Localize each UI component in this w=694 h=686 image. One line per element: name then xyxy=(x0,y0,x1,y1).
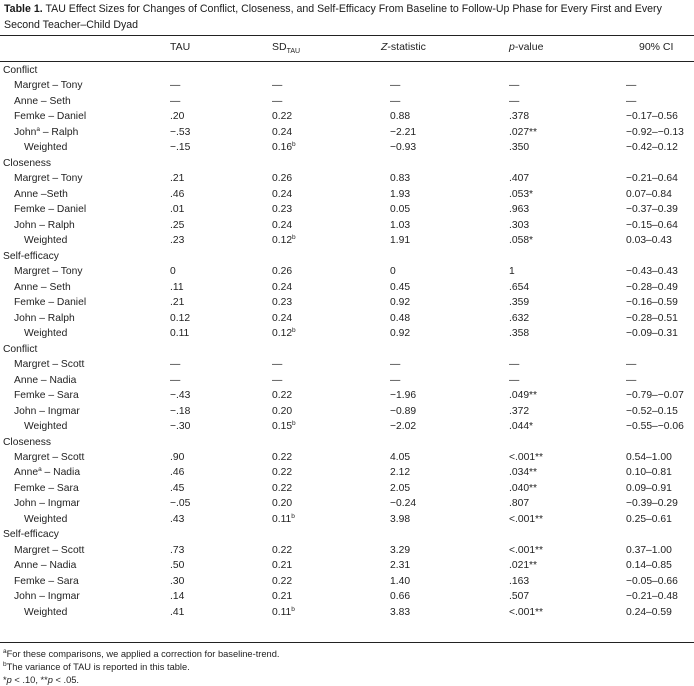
cell-ci: 0.07–0.84 xyxy=(626,188,672,200)
table-row xyxy=(0,419,694,434)
cell-z: 3.98 xyxy=(390,513,411,525)
cell-z: 0.66 xyxy=(390,591,411,603)
dyad-label: Margret – Tony xyxy=(14,80,83,92)
cell-p: .963 xyxy=(509,204,530,216)
cell-ci: −0.39–0.29 xyxy=(626,498,678,510)
cell-z: — xyxy=(390,359,401,371)
cell-ci: 0.03–0.43 xyxy=(626,235,672,247)
table-row xyxy=(0,109,694,124)
dyad-label: Anne –Seth xyxy=(14,188,68,200)
cell-tau: −.18 xyxy=(170,405,191,417)
cell-sd: 0.20 xyxy=(272,405,293,417)
cell-z: −0.89 xyxy=(390,405,417,417)
cell-p: .058* xyxy=(509,235,534,247)
dyad-label: Femke – Daniel xyxy=(14,111,87,123)
dyad-label: John$^a$ – Ralph xyxy=(14,125,79,138)
table-row xyxy=(0,481,694,496)
cell-p: .163 xyxy=(509,575,530,587)
cell-ci: −0.09–0.31 xyxy=(626,328,678,340)
cell-ci: — xyxy=(626,80,637,92)
dyad-label: Anne – Seth xyxy=(14,281,71,293)
cell-sd: 0.21 xyxy=(272,591,293,603)
table-row xyxy=(0,465,694,480)
cell-p: .350 xyxy=(509,142,530,154)
cell-tau: .11 xyxy=(170,281,184,293)
cell-ci: −0.52–0.15 xyxy=(626,405,678,417)
cell-z: −1.96 xyxy=(390,390,417,402)
cell-p: <.001** xyxy=(509,544,544,556)
cell-p: <.001** xyxy=(509,513,544,525)
bottom-rule xyxy=(0,642,694,643)
cell-tau: .30 xyxy=(170,575,185,587)
table-row xyxy=(0,574,694,589)
cell-sd: 0.23 xyxy=(272,204,293,216)
cell-p: .632 xyxy=(509,312,530,324)
table-row xyxy=(0,125,694,140)
cell-p: .034** xyxy=(509,467,538,479)
cell-ci: −0.21–0.48 xyxy=(626,591,678,603)
table-row xyxy=(0,311,694,326)
cell-tau: .23 xyxy=(170,235,185,247)
table-row xyxy=(0,280,694,295)
cell-tau: — xyxy=(170,374,181,386)
cell-tau: — xyxy=(170,95,181,107)
cell-sd: — xyxy=(272,374,283,386)
cell-ci: −0.15–0.64 xyxy=(626,219,678,231)
cell-p: .027** xyxy=(509,126,538,138)
dyad-label: Anne – Nadia xyxy=(14,560,77,572)
cell-z: — xyxy=(390,80,401,92)
cell-tau: 0.11 xyxy=(170,328,190,340)
table-row xyxy=(0,264,694,279)
cell-z: 1.40 xyxy=(390,575,411,587)
cell-tau: −.43 xyxy=(170,390,191,402)
cell-ci: −0.92–−0.13 xyxy=(626,126,684,138)
table-row xyxy=(0,171,694,186)
cell-z: −0.24 xyxy=(390,498,417,510)
dyad-label: Margret – Tony xyxy=(14,173,83,185)
cell-tau: .73 xyxy=(170,544,185,556)
table-row xyxy=(0,388,694,403)
cell-ci: −0.28–0.51 xyxy=(626,312,678,324)
cell-z: 2.05 xyxy=(390,482,411,494)
cell-tau: −.15 xyxy=(170,142,191,154)
dyad-label: Weighted xyxy=(24,142,68,154)
cell-p: <.001** xyxy=(509,606,544,618)
cell-p: .807 xyxy=(509,498,530,510)
dyad-label: Femke – Sara xyxy=(14,575,79,587)
table-title: TAU Effect Sizes for Changes of Conflict, Closeness, and Self-Efficacy From Baseline to Follow-Up Phase for Every First and Every Second Teacher–Child Dyad xyxy=(4,3,662,31)
cell-p: .021** xyxy=(509,560,538,572)
dyad-label: Weighted xyxy=(24,421,68,433)
cell-p: 1 xyxy=(509,266,515,278)
cell-sd: 0.12$^b$ xyxy=(272,234,296,247)
col-header-z: Z-statistic xyxy=(381,41,426,53)
dyad-label: Margret – Scott xyxy=(14,359,85,371)
table-row xyxy=(0,543,694,558)
table-row xyxy=(0,187,694,202)
cell-z: 2.31 xyxy=(390,560,411,572)
table-row xyxy=(0,233,694,248)
cell-z: −2.21 xyxy=(390,126,417,138)
dyad-label: Femke – Daniel xyxy=(14,204,87,216)
cell-p: .654 xyxy=(509,281,530,293)
dyad-label: Femke – Daniel xyxy=(14,297,87,309)
cell-tau: 0 xyxy=(170,266,176,278)
cell-ci: −0.16–0.59 xyxy=(626,297,678,309)
cell-tau: 0.12 xyxy=(170,312,191,324)
cell-tau: −.53 xyxy=(170,126,191,138)
cell-sd: 0.22 xyxy=(272,575,293,587)
cell-ci: −0.43–0.43 xyxy=(626,266,678,278)
cell-sd: 0.20 xyxy=(272,498,293,510)
cell-sd: 0.23 xyxy=(272,297,293,309)
cell-ci: −0.37–0.39 xyxy=(626,204,678,216)
cell-sd: 0.22 xyxy=(272,482,293,494)
section-row xyxy=(0,527,694,542)
table-row xyxy=(0,78,694,93)
cell-ci: — xyxy=(626,359,637,371)
dyad-label: Anne – Nadia xyxy=(14,374,77,386)
dyad-label: Weighted xyxy=(24,328,68,340)
dyad-label: Femke – Sara xyxy=(14,390,79,402)
cell-sd: 0.22 xyxy=(272,467,293,479)
dyad-label: Femke – Sara xyxy=(14,482,79,494)
cell-sd: 0.26 xyxy=(272,173,293,185)
cell-sd: 0.22 xyxy=(272,452,293,463)
cell-tau: −.30 xyxy=(170,421,191,433)
cell-tau: .50 xyxy=(170,560,185,572)
table-row xyxy=(0,326,694,341)
dyad-label: John – Ralph xyxy=(14,219,75,231)
section-label: Self-efficacy xyxy=(3,529,59,541)
cell-p: .040** xyxy=(509,482,538,494)
col-header-sd: $SD_{TAU}$ xyxy=(272,41,301,56)
cell-tau: .14 xyxy=(170,591,185,603)
cell-tau: .21 xyxy=(170,297,185,309)
table-row xyxy=(0,404,694,419)
cell-tau: −.05 xyxy=(170,498,191,510)
section-label: Self-efficacy xyxy=(3,250,59,262)
cell-ci: −0.17–0.56 xyxy=(626,111,678,123)
cell-tau: — xyxy=(170,359,181,371)
table-row xyxy=(0,357,694,372)
cell-z: 0.92 xyxy=(390,328,411,340)
dyad-label: John – Ingmar xyxy=(14,498,80,510)
cell-z: 1.93 xyxy=(390,188,411,200)
cell-z: 2.12 xyxy=(390,467,411,479)
cell-z: 0 xyxy=(390,266,396,278)
section-row xyxy=(0,435,694,450)
cell-sd: — xyxy=(272,95,283,107)
cell-p: .378 xyxy=(509,111,530,123)
cell-ci: 0.14–0.85 xyxy=(626,560,672,572)
cell-p: .303 xyxy=(509,219,530,231)
cell-sd: 0.16$^b$ xyxy=(272,141,296,154)
cell-p: .359 xyxy=(509,297,530,309)
cell-z: 0.83 xyxy=(390,173,411,185)
footnote-b: $^b$The variance of TAU is reported in this table. xyxy=(3,661,190,672)
cell-p: .044* xyxy=(509,421,534,433)
cell-tau: .45 xyxy=(170,482,185,494)
cell-tau: .21 xyxy=(170,173,185,185)
cell-p: .049** xyxy=(509,390,538,402)
dyad-label: John – Ingmar xyxy=(14,591,80,603)
header-rule xyxy=(0,61,694,62)
table-row xyxy=(0,373,694,388)
cell-ci: 0.54–1.00 xyxy=(626,452,672,463)
cell-z: 3.29 xyxy=(390,544,411,556)
cell-p: <.001** xyxy=(509,452,544,463)
col-header-tau: TAU xyxy=(170,41,191,53)
cell-sd: — xyxy=(272,80,283,92)
cell-ci: 0.37–1.00 xyxy=(626,544,672,556)
cell-tau: .43 xyxy=(170,513,185,525)
cell-sd: 0.15$^b$ xyxy=(272,420,296,433)
cell-z: −2.02 xyxy=(390,421,417,433)
section-label: Closeness xyxy=(3,436,52,448)
cell-tau: .01 xyxy=(170,204,185,216)
cell-ci: 0.24–0.59 xyxy=(626,606,672,618)
section-row xyxy=(0,249,694,264)
section-row xyxy=(0,342,694,357)
cell-p: — xyxy=(509,80,520,92)
cell-sd: 0.24 xyxy=(272,219,293,231)
cell-sd: 0.24 xyxy=(272,312,293,324)
cell-ci: −0.05–0.66 xyxy=(626,575,678,587)
cell-z: 0.45 xyxy=(390,281,411,293)
dyad-label: Weighted xyxy=(24,513,68,525)
dyad-label: Anne$^a$ – Nadia xyxy=(14,466,81,479)
dyad-label: John – Ralph xyxy=(14,312,75,324)
cell-p: .407 xyxy=(509,173,530,185)
cell-z: 3.83 xyxy=(390,606,411,618)
cell-z: — xyxy=(390,95,401,107)
cell-tau: .41 xyxy=(170,606,185,618)
dyad-label: Margret – Tony xyxy=(14,266,83,278)
cell-tau: .46 xyxy=(170,188,185,200)
cell-sd: 0.22 xyxy=(272,111,293,123)
cell-ci: −0.42–0.12 xyxy=(626,142,678,154)
cell-p: .053* xyxy=(509,188,534,200)
cell-sd: 0.22 xyxy=(272,390,293,402)
table-row xyxy=(0,202,694,217)
cell-p: .358 xyxy=(509,328,530,340)
table-row xyxy=(0,605,694,620)
cell-p: — xyxy=(509,374,520,386)
table-row xyxy=(0,558,694,573)
cell-sd: 0.24 xyxy=(272,188,293,200)
cell-ci: −0.55–−0.06 xyxy=(626,421,684,433)
cell-ci: −0.21–0.64 xyxy=(626,173,678,185)
cell-ci: — xyxy=(626,374,637,386)
cell-p: — xyxy=(509,95,520,107)
section-label: Conflict xyxy=(3,343,38,355)
cell-z: 0.92 xyxy=(390,297,411,309)
cell-sd: 0.24 xyxy=(272,281,293,293)
cell-sd: — xyxy=(272,359,283,371)
cell-ci: — xyxy=(626,95,637,107)
cell-z: 0.48 xyxy=(390,312,411,324)
table-caption xyxy=(4,1,690,33)
section-row xyxy=(0,156,694,171)
cell-z: 4.05 xyxy=(390,452,411,463)
table-label: Table 1. xyxy=(4,3,43,15)
col-header-p: p-value xyxy=(509,41,544,53)
table-row xyxy=(0,218,694,233)
cell-z: 0.05 xyxy=(390,204,411,216)
cell-sd: 0.26 xyxy=(272,266,293,278)
col-header-ci: 90% CI xyxy=(639,41,674,53)
cell-tau: .90 xyxy=(170,452,185,463)
cell-sd: 0.22 xyxy=(272,544,293,556)
cell-sd: 0.12$^b$ xyxy=(272,327,296,340)
dyad-label: Margret – Scott xyxy=(14,544,85,556)
dyad-label: Weighted xyxy=(24,235,68,247)
dyad-label: John – Ingmar xyxy=(14,405,80,417)
cell-tau: — xyxy=(170,80,181,92)
section-label: Closeness xyxy=(3,157,52,169)
cell-z: 1.03 xyxy=(390,219,411,231)
cell-ci: 0.09–0.91 xyxy=(626,482,672,494)
table-row xyxy=(0,496,694,511)
cell-z: −0.93 xyxy=(390,142,417,154)
cell-sd: 0.11$^b$ xyxy=(272,512,295,525)
cell-p: — xyxy=(509,359,520,371)
cell-ci: −0.28–0.49 xyxy=(626,281,678,293)
table-row xyxy=(0,512,694,527)
cell-ci: −0.79–−0.07 xyxy=(626,390,684,402)
table-row xyxy=(0,450,694,465)
cell-sd: 0.11$^b$ xyxy=(272,605,295,618)
dyad-label: Weighted xyxy=(24,606,68,618)
table-row xyxy=(0,94,694,109)
cell-sd: 0.21 xyxy=(272,560,293,572)
cell-z: — xyxy=(390,374,401,386)
cell-ci: 0.25–0.61 xyxy=(626,513,672,525)
cell-p: .507 xyxy=(509,591,530,603)
dyad-label: Anne – Seth xyxy=(14,95,71,107)
cell-tau: .20 xyxy=(170,111,185,123)
cell-z: 0.88 xyxy=(390,111,411,123)
dyad-label: Margret – Scott xyxy=(14,452,85,463)
top-rule xyxy=(0,35,694,36)
section-label: Conflict xyxy=(3,65,38,76)
table-row xyxy=(0,140,694,155)
cell-ci: 0.10–0.81 xyxy=(626,467,672,479)
cell-tau: .46 xyxy=(170,467,185,479)
table-row xyxy=(0,589,694,604)
cell-tau: .25 xyxy=(170,219,185,231)
table-row xyxy=(0,295,694,310)
footnote-a: $^a$For these comparisons, we applied a correction for baseline-trend. xyxy=(3,648,280,659)
cell-z: 1.91 xyxy=(390,235,411,247)
significance-note: *p < .10, **p < .05. xyxy=(3,675,79,685)
section-row xyxy=(0,63,694,78)
cell-p: .372 xyxy=(509,405,530,417)
cell-sd: 0.24 xyxy=(272,126,293,138)
